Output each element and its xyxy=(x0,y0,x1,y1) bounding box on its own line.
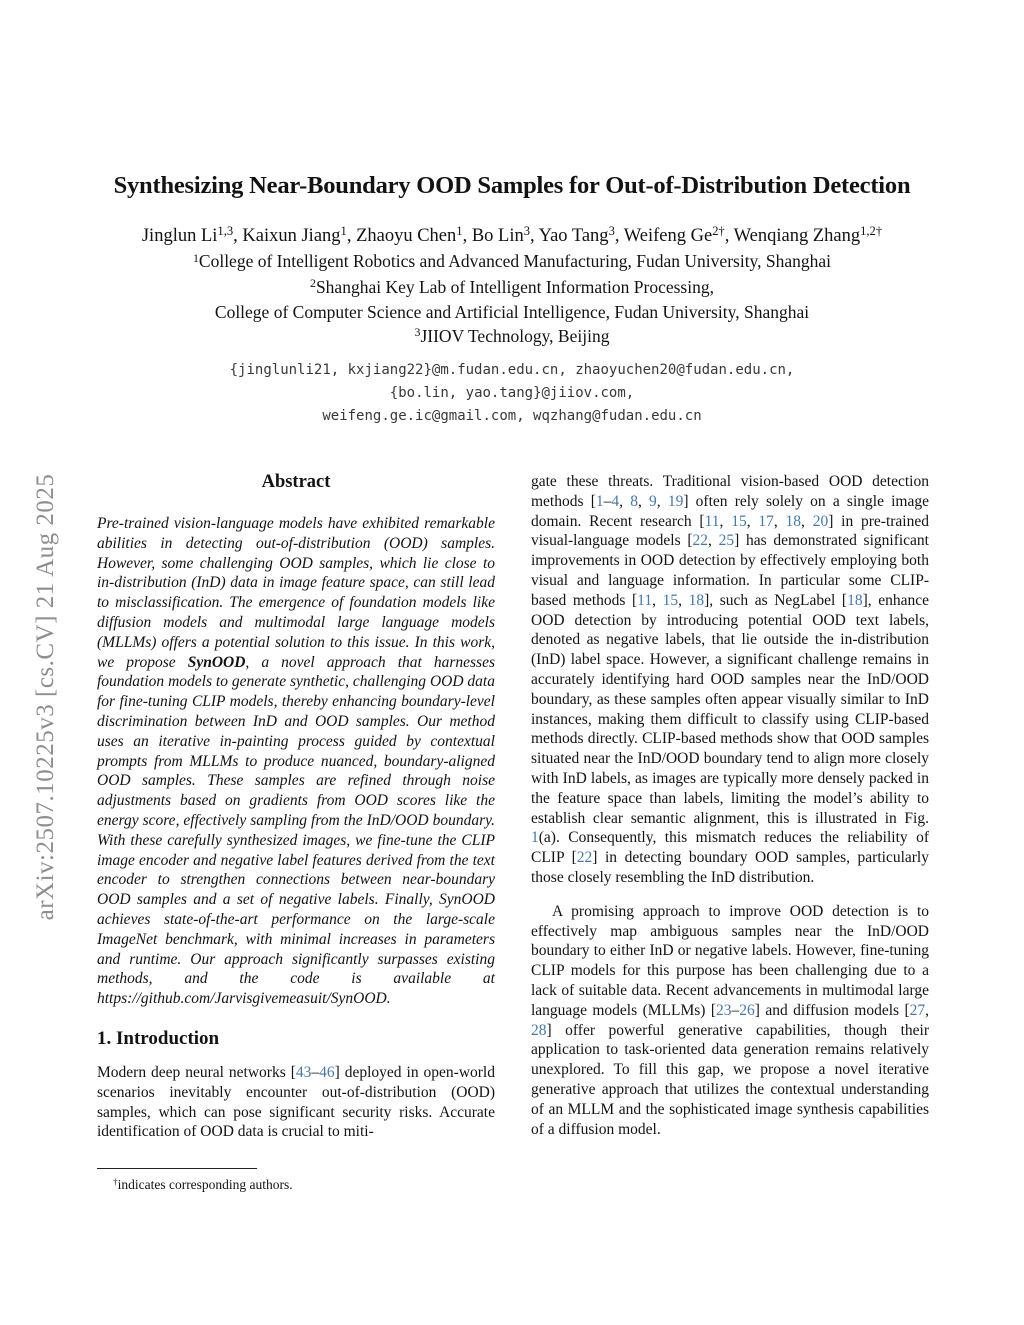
affiliation-line: $^1$College of Intelligent Robotics and Advanced Manufacturing, Fudan University, Shanghai xyxy=(192,250,832,271)
citation-link[interactable]: 1 xyxy=(595,492,604,510)
email-block xyxy=(96,359,928,428)
citation-link[interactable]: 43 xyxy=(295,1063,312,1081)
email-line: {bo.lin, yao.tang}@jiiov.com, xyxy=(389,385,635,401)
author-line: Jinglun Li$^{1,3}$, Kaixun Jiang$^1$, Zhaoyu Chen$^1$, Bo Lin$^3$, Yao Tang$^3$, Weifeng $Ge^{2\dagger}$, Wenqiang Zhang$^{1,2\dagger}$ xyxy=(141,224,883,246)
citation-link[interactable]: 8 xyxy=(630,492,638,510)
abstract-paragraph: Pre-trained vision-language models have exhibited remarkable abilities in detecting out-of-distribution (OOD) samples. However, some challenging OOD samples, which lie close to in-distribution (InD) data in image feature space, can still lead to misclassification. The emergence of foundation models like diffusion models and multimodal large language models (MLLMs) offers a potential solution to this issue. In this work, we propose SynOOD, a novel approach that harnesses foundation models to generate synthetic, challenging OOD data for fine-tuning CLIP models, thereby enhancing boundary-level discrimination between InD and OOD samples. Our method uses an iterative in-painting process guided by contextual prompts from MLLMs to produce nuanced, boundary-aligned OOD samples. These samples are refined through noise adjustments based on gradients from OOD scores like the energy score, effectively sampling from the InD/OOD boundary. With these carefully synthesized images, we fine-tune the CLIP image encoder and negative label features derived from the text encoder to strengthen connections between near-boundary OOD samples and a set of negative labels. Finally, SynOOD achieves state-of-the-art performance on the large-scale ImageNet benchmark, with minimal increases in parameters and runtime. Our approach significantly surpasses existing methods, and the code is available at https://github.com/Jarvisgivemeasuit/SynOOD. xyxy=(97,515,496,1008)
affiliation-line: College of Computer Science and Artificial Intelligence, Fudan University, Shanghai xyxy=(214,302,810,322)
footnote-text: †indicates corresponding authors. xyxy=(113,1176,293,1192)
citation-link[interactable]: 22 xyxy=(576,849,593,867)
citation-link[interactable]: 9 xyxy=(649,492,657,510)
right-column xyxy=(531,472,929,1139)
abstract-heading: Abstract xyxy=(261,472,331,492)
citation-link[interactable]: 28 xyxy=(531,1021,547,1039)
citation-link[interactable]: 18 xyxy=(847,591,863,609)
citation-link[interactable]: 11 xyxy=(704,512,720,530)
affiliation-line: $^2$Shanghai Key Lab of Intelligent Information Processing, xyxy=(310,276,714,297)
section-heading-introduction: 1. Introduction xyxy=(97,1027,220,1049)
citation-link[interactable]: 15 xyxy=(662,591,679,609)
citation-link[interactable]: 46 xyxy=(319,1063,335,1081)
affiliation-line: $^3$JIIOV Technology, Beijing xyxy=(414,325,610,346)
code-url-link[interactable]: https://github.com/Jarvisgivemeasuit/SynOOD xyxy=(97,990,387,1008)
email-line: {jinglunli21, kxjiang22}@m.fudan.edu.cn, zhaoyuchen20@fudan.edu.cn, xyxy=(229,362,795,378)
body-paragraph: A promising approach to improve OOD detection is to effectively map ambiguous samples near the InD/OOD boundary to either InD or negative labels. However, fine-tuning CLIP models for this purpose has been challenging due to a lack of suitable data. Recent advancements in multimodal large language models (MLLMs) [23–26] and diffusion models [27, 28] offer powerful generative capabilities, though their application to task-oriented data generation remains relatively unexplored. To fill this gap, we propose a novel iterative generative approach that utilizes the contextual understanding of an MLLM and the sophisticated image synthesis capabilities of a diffusion model. xyxy=(531,902,929,1138)
footnote-rule xyxy=(97,1168,257,1169)
citation-link[interactable]: 4 xyxy=(611,492,620,510)
citation-link[interactable]: 19 xyxy=(667,492,684,510)
citation-link[interactable]: 17 xyxy=(758,512,774,530)
paper-header xyxy=(96,172,928,428)
citation-link[interactable]: 1 xyxy=(531,829,539,847)
citation-link[interactable]: 25 xyxy=(718,532,735,550)
body-paragraph: gate these threats. Traditional vision-based OOD detection methods [1–4, 8, 9, 19] often rely solely on a single image domain. Recent research [11, 15, 17, 18, 20] in pre-trained visual-language models [22, 25] has demonstrated significant improvements in OOD detection by effectively employing both visual and language information. In particular some CLIP-based methods [11, 15, 18], such as NegLabel [18], enhance OOD detection by introducing potential OOD text labels, denoted as negative labels, that lie outside the in-distribution (InD) label space. However, a significant challenge remains in accurately identifying hard OOD samples near the InD/OOD boundary, as these samples often appear visually similar to InD instances, making them difficult to classify using CLIP-based methods directly. CLIP-based methods show that OOD samples situated near the InD/OOD boundary tend to align more closely with InD labels, as images are typically more densely packed in the feature space than labels, limiting the model’s ability to establish clear semantic alignment, this is illustrated in Fig. 1(a). Consequently, this mismatch reduces the reliability of CLIP [22] in detecting boundary OOD samples, particularly those closely resembling the InD distribution. xyxy=(531,473,930,886)
citation-link[interactable]: 18 xyxy=(688,591,705,609)
left-column xyxy=(97,472,495,1142)
citation-link[interactable]: 11 xyxy=(637,591,653,609)
citation-link[interactable]: 27 xyxy=(909,1001,926,1019)
citation-link[interactable]: 23 xyxy=(716,1001,732,1019)
paper-title: Synthesizing Near-Boundary OOD Samples for Out-of-Distribution Detection xyxy=(113,172,911,199)
citation-link[interactable]: 22 xyxy=(692,532,708,550)
citation-link[interactable]: 26 xyxy=(739,1001,755,1019)
citation-link[interactable]: 20 xyxy=(812,512,829,530)
arxiv-watermark: arXiv:2507.10225v3 [cs.CV] 21 Aug 2025 xyxy=(32,473,59,921)
footnote xyxy=(97,1168,495,1195)
citation-link[interactable]: 18 xyxy=(785,512,802,530)
introduction-paragraph: Modern deep neural networks [43–46] deployed in open-world scenarios inevitably encounter out-of-distribution (OOD) samples, which can pose significant security risks. Accurate identification of OOD data is crucial to miti- xyxy=(97,1063,495,1141)
email-line: weifeng.ge.ic@gmail.com, wqzhang@fudan.edu.cn xyxy=(322,408,702,424)
citation-link[interactable]: 15 xyxy=(731,512,747,530)
